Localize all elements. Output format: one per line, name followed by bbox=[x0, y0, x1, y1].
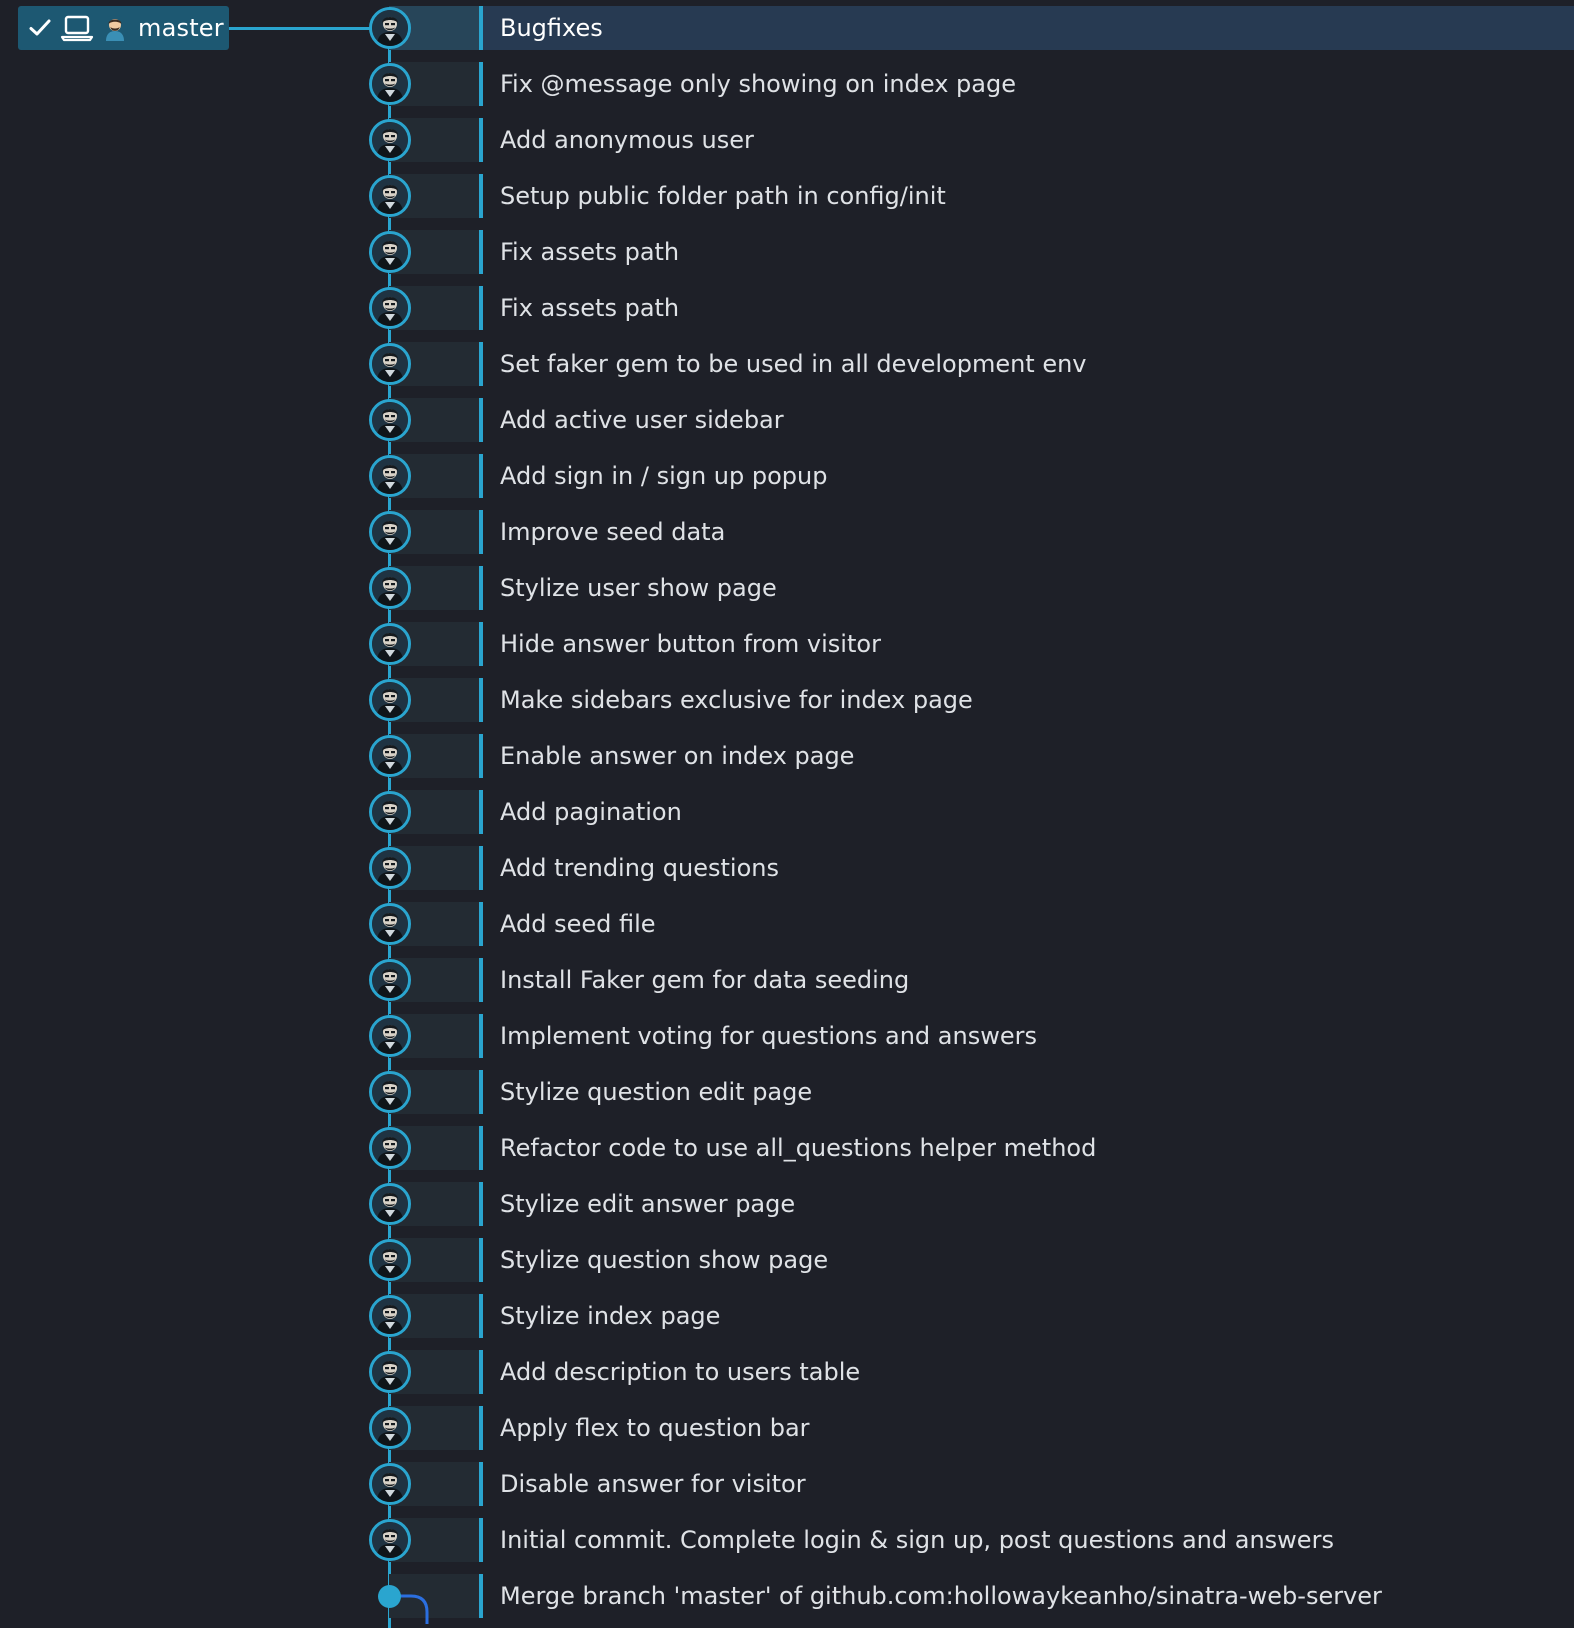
commit-message: Refactor code to use all_questions helper method bbox=[500, 1134, 1097, 1162]
commit-message: Fix @message only showing on index page bbox=[500, 70, 1016, 98]
commit-message: Stylize question show page bbox=[500, 1246, 829, 1274]
commit-author-avatar-icon[interactable] bbox=[369, 735, 411, 777]
commit-message: Enable answer on index page bbox=[500, 742, 855, 770]
branch-color-bar bbox=[479, 454, 483, 498]
commit-author-avatar-icon[interactable] bbox=[369, 1239, 411, 1281]
commit-message: Stylize index page bbox=[500, 1302, 721, 1330]
commit-author-avatar-icon[interactable] bbox=[369, 1015, 411, 1057]
commit-row[interactable] bbox=[0, 1014, 1574, 1058]
commit-message: Add description to users table bbox=[500, 1358, 861, 1386]
commit-author-avatar-icon[interactable] bbox=[369, 1295, 411, 1337]
commit-row[interactable] bbox=[0, 118, 1574, 162]
commit-author-avatar-icon[interactable] bbox=[369, 511, 411, 553]
branch-color-bar bbox=[479, 6, 483, 50]
branch-color-bar bbox=[479, 398, 483, 442]
commit-message: Install Faker gem for data seeding bbox=[500, 966, 910, 994]
commit-row[interactable] bbox=[0, 174, 1574, 218]
commit-message: Apply flex to question bar bbox=[500, 1414, 810, 1442]
branch-color-bar bbox=[479, 286, 483, 330]
commit-row[interactable] bbox=[0, 902, 1574, 946]
commit-author-avatar-icon[interactable] bbox=[369, 1463, 411, 1505]
commit-author-avatar-icon[interactable] bbox=[369, 343, 411, 385]
commit-row[interactable] bbox=[0, 566, 1574, 610]
commit-row[interactable] bbox=[0, 846, 1574, 890]
commit-message: Add seed file bbox=[500, 910, 656, 938]
commit-author-avatar-icon[interactable] bbox=[369, 1407, 411, 1449]
commit-message: Add sign in / sign up popup bbox=[500, 462, 828, 490]
commit-author-avatar-icon[interactable] bbox=[369, 63, 411, 105]
commit-row[interactable] bbox=[0, 958, 1574, 1002]
commit-row[interactable] bbox=[0, 62, 1574, 106]
commit-message: Setup public folder path in config/init bbox=[500, 182, 946, 210]
commit-message: Stylize user show page bbox=[500, 574, 777, 602]
commit-message: Merge branch 'master' of github.com:hollowaykeanho/sinatra-web-server bbox=[500, 1582, 1382, 1610]
commit-row[interactable] bbox=[0, 1350, 1574, 1394]
commit-row[interactable] bbox=[0, 1070, 1574, 1114]
branch-color-bar bbox=[479, 118, 483, 162]
branch-color-bar bbox=[479, 1238, 483, 1282]
commit-author-avatar-icon[interactable] bbox=[369, 791, 411, 833]
commit-author-avatar-icon[interactable] bbox=[369, 1127, 411, 1169]
commit-author-avatar-icon[interactable] bbox=[369, 175, 411, 217]
commit-message: Add trending questions bbox=[500, 854, 779, 882]
commit-message: Stylize edit answer page bbox=[500, 1190, 796, 1218]
branch-color-bar bbox=[479, 1126, 483, 1170]
commit-author-avatar-icon[interactable] bbox=[369, 959, 411, 1001]
commit-row[interactable] bbox=[0, 1518, 1574, 1562]
commit-message: Initial commit. Complete login & sign up, post questions and answers bbox=[500, 1526, 1334, 1554]
branch-color-bar bbox=[479, 62, 483, 106]
commit-row[interactable] bbox=[0, 790, 1574, 834]
commit-author-avatar-icon[interactable] bbox=[369, 679, 411, 721]
branch-color-bar bbox=[479, 342, 483, 386]
commit-row[interactable] bbox=[0, 734, 1574, 778]
commit-row[interactable] bbox=[0, 6, 1574, 50]
branch-name: master bbox=[138, 14, 224, 42]
branch-color-bar bbox=[479, 790, 483, 834]
commit-author-avatar-icon[interactable] bbox=[369, 623, 411, 665]
commit-message: Fix assets path bbox=[500, 238, 680, 266]
commit-row[interactable] bbox=[0, 678, 1574, 722]
commit-row[interactable] bbox=[0, 1182, 1574, 1226]
branch-color-bar bbox=[479, 1462, 483, 1506]
branch-color-bar bbox=[479, 958, 483, 1002]
commit-row[interactable] bbox=[0, 1406, 1574, 1450]
branch-color-bar bbox=[479, 1014, 483, 1058]
commit-author-avatar-icon[interactable] bbox=[369, 847, 411, 889]
commit-row[interactable] bbox=[0, 1126, 1574, 1170]
branch-color-bar bbox=[479, 678, 483, 722]
branch-color-bar bbox=[479, 734, 483, 778]
commit-row[interactable] bbox=[0, 1294, 1574, 1338]
commit-row[interactable] bbox=[0, 1238, 1574, 1282]
commit-row[interactable] bbox=[0, 398, 1574, 442]
message-cell bbox=[483, 6, 1574, 50]
commit-row[interactable] bbox=[0, 342, 1574, 386]
branch-color-bar bbox=[479, 622, 483, 666]
commit-row[interactable] bbox=[0, 1462, 1574, 1506]
branch-color-bar bbox=[479, 1406, 483, 1450]
commit-message: Set faker gem to be used in all development env bbox=[500, 350, 1087, 378]
commit-row[interactable] bbox=[0, 622, 1574, 666]
commit-row[interactable] bbox=[0, 1574, 1574, 1618]
branch-color-bar bbox=[479, 1350, 483, 1394]
commit-message: Stylize question edit page bbox=[500, 1078, 813, 1106]
branch-color-bar bbox=[479, 230, 483, 274]
commit-message: Bugfixes bbox=[500, 14, 603, 42]
commit-author-avatar-icon[interactable] bbox=[369, 287, 411, 329]
commit-author-avatar-icon[interactable] bbox=[369, 455, 411, 497]
commit-message: Add anonymous user bbox=[500, 126, 754, 154]
branch-color-bar bbox=[479, 566, 483, 610]
commit-author-avatar-icon[interactable] bbox=[369, 7, 411, 49]
commit-author-avatar-icon[interactable] bbox=[369, 399, 411, 441]
commit-author-avatar-icon[interactable] bbox=[369, 1519, 411, 1561]
commit-row[interactable] bbox=[0, 286, 1574, 330]
branch-color-bar bbox=[479, 1294, 483, 1338]
commit-author-avatar-icon[interactable] bbox=[369, 231, 411, 273]
commit-row[interactable] bbox=[0, 510, 1574, 554]
branch-color-bar bbox=[479, 1518, 483, 1562]
branch-color-bar bbox=[479, 510, 483, 554]
commit-message: Improve seed data bbox=[500, 518, 726, 546]
commit-author-avatar-icon[interactable] bbox=[369, 1183, 411, 1225]
branch-color-bar bbox=[479, 174, 483, 218]
commit-message: Fix assets path bbox=[500, 294, 680, 322]
commit-author-avatar-icon[interactable] bbox=[369, 567, 411, 609]
commit-author-avatar-icon[interactable] bbox=[369, 1071, 411, 1113]
commit-message: Implement voting for questions and answers bbox=[500, 1022, 1037, 1050]
commit-message: Disable answer for visitor bbox=[500, 1470, 806, 1498]
branch-color-bar bbox=[479, 902, 483, 946]
branch-color-bar bbox=[479, 1574, 483, 1618]
commit-message: Add active user sidebar bbox=[500, 406, 784, 434]
branch-color-bar bbox=[479, 1182, 483, 1226]
commit-row[interactable] bbox=[0, 454, 1574, 498]
branch-color-bar bbox=[479, 846, 483, 890]
commit-author-avatar-icon[interactable] bbox=[369, 1351, 411, 1393]
commit-author-avatar-icon[interactable] bbox=[369, 903, 411, 945]
branch-color-bar bbox=[479, 1070, 483, 1114]
merge-commit-node[interactable] bbox=[378, 1585, 401, 1608]
commit-message: Hide answer button from visitor bbox=[500, 630, 881, 658]
commit-message: Make sidebars exclusive for index page bbox=[500, 686, 973, 714]
commit-row[interactable] bbox=[0, 230, 1574, 274]
commit-message: Add pagination bbox=[500, 798, 682, 826]
commit-author-avatar-icon[interactable] bbox=[369, 119, 411, 161]
